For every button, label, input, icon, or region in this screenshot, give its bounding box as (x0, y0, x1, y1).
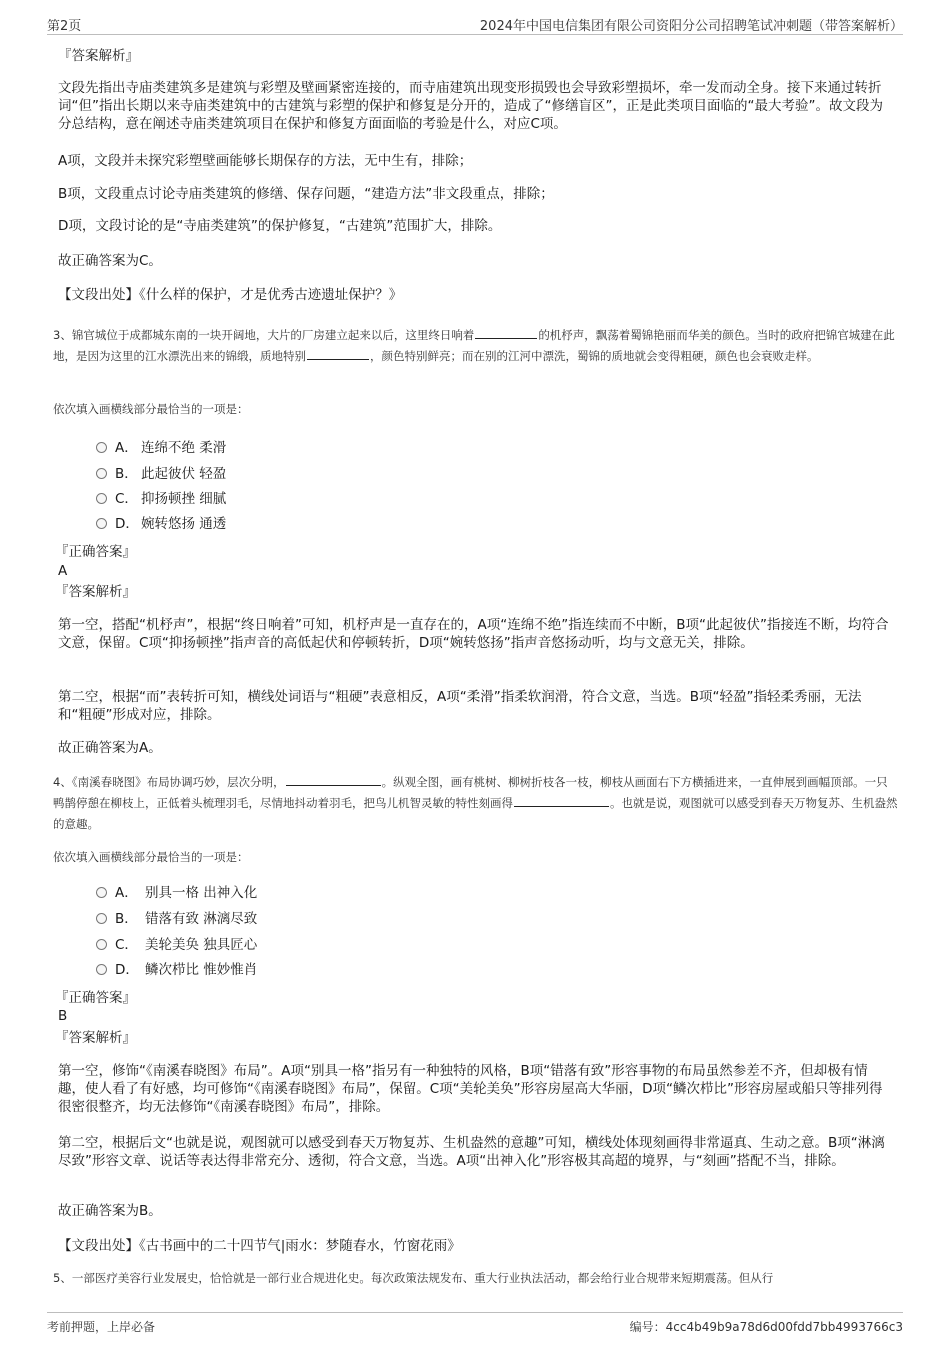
fill-blank (307, 347, 369, 360)
radio-button[interactable] (96, 518, 107, 529)
page-number: 第2页 (47, 19, 82, 34)
page-header (47, 14, 903, 35)
answer-conclusion: 故正确答案为B。 (58, 1203, 162, 1219)
question-4-prompt: 依次填入画横线部分最恰当的一项是： (53, 850, 249, 864)
correct-answer-label: 『正确答案』 (55, 544, 136, 560)
source-citation: 【文段出处】《什么样的保护，才是优秀古迹遗址保护？》 (58, 287, 403, 303)
correct-answer-label: 『正确答案』 (55, 990, 136, 1006)
analysis-paragraph: 第一空，搭配“机杼声”，根据“终日响着”可知，机杼声是一直存在的，A项“连绵不绝”指连续而不中断，B项“此起彼伏”指接连不断，均符合文意，保留。C项“抑扬顿挫”指声音的高低起伏和停顿转折，D项“婉转悠扬”指声音悠扬动听，均与文意无关，排除。 (58, 617, 889, 651)
analysis-option-a: A项，文段并未探究彩塑壁画能够长期保存的方法，无中生有，排除； (58, 153, 473, 169)
question-3-prompt: 依次填入画横线部分最恰当的一项是： (53, 402, 249, 416)
answer-conclusion: 故正确答案为A。 (58, 740, 162, 756)
analysis-label: 『答案解析』 (58, 48, 139, 64)
question-4-option-d[interactable]: D． 鳞次栉比 惟妙惟肖 (96, 961, 257, 979)
radio-button[interactable] (96, 442, 107, 453)
radio-button[interactable] (96, 939, 107, 950)
question-3-option-d[interactable]: D． 婉转悠扬 通透 (96, 515, 226, 533)
radio-button[interactable] (96, 913, 107, 924)
fill-blank (286, 773, 381, 786)
analysis-paragraph: 第一空，修饰“《南溪春晓图》布局”。A项“别具一格”指另有一种独特的风格，B项“错落有致”形容事物的布局虽然参差不齐，但却极有情趣，使人看了有好感，均可修饰“《南溪春晓图》布局”，保留。C项“美轮美奂”形容房屋高大华丽，D项“鳞次栉比”形容房屋或船只等排列得很密很整齐，均无法修饰“《南溪春晓图》布局”，排除。 (58, 1063, 883, 1115)
question-5-stem: 5、一部医疗美容行业发展史，恰恰就是一部行业合规进化史。每次政策法规发布、重大行业执法活动，都会给行业合规带来短期震荡。但从行 (53, 1271, 774, 1285)
question-4-stem: 4、《南溪春晓图》布局协调巧妙，层次分明， 。纵观全图，画有桃树、柳树折枝各一枝，柳枝从画面右下方横插进来，一直伸展到画幅顶部。一只鸭鹊停憩在柳枝上，正低着头梳理羽毛，尽情地抖动着羽毛，把鸟儿机智灵敏的特性刻画得 。也就是说，观图就可以感受到春天万物复苏、生机盎然的意趣。 (53, 775, 898, 831)
analysis-option-d: D项，文段讨论的是“寺庙类建筑”的保护修复，“古建筑”范围扩大，排除。 (58, 218, 502, 234)
correct-answer-value: B (58, 1008, 68, 1024)
fill-blank (475, 326, 537, 339)
page-footer (47, 1312, 903, 1337)
question-4-option-b[interactable]: B． 错落有致 淋漓尽致 (96, 910, 257, 928)
question-3-option-a[interactable]: A． 连绵不绝 柔滑 (96, 439, 226, 457)
radio-button[interactable] (96, 887, 107, 898)
source-citation: 【文段出处】《古书画中的二十四节气|雨水：梦随春水，竹窗花雨》 (58, 1238, 461, 1254)
answer-conclusion: 故正确答案为C。 (58, 253, 162, 269)
correct-answer-value: A (58, 563, 68, 579)
analysis-paragraph: 第二空，根据“而”表转折可知，横线处词语与“粗硬”表意相反，A项“柔滑”指柔软润滑，符合文意，当选。B项“轻盈”指轻柔秀丽，无法和“粗硬”形成对应，排除。 (58, 689, 862, 723)
analysis-label: 『答案解析』 (55, 584, 136, 600)
document-id: 编号：4cc4b49b9a78d6d00fdd7bb4993766c3 (629, 1320, 903, 1334)
question-3-stem: 3、锦官城位于成都城东南的一块开阔地，大片的厂房建立起来以后，这里终日响着 的机杼声，飘荡着蜀锦艳丽而华美的颜色。当时的政府把锦官城建在此地，是因为这里的江水漂洗出来的锦缎，质地特别 ，颜色特别鲜亮；而在别的江河中漂洗，蜀锦的质地就会变得粗硬，颜色也会衰败走样。 (53, 328, 895, 363)
radio-button[interactable] (96, 493, 107, 504)
analysis-paragraph: 第二空，根据后文“也就是说，观图就可以感受到春天万物复苏、生机盎然的意趣”可知，横线处体现刻画得非常逼真、生动之意。B项“淋漓尽致”形容文章、说话等表达得非常充分、透彻，符合文意，当选。A项“出神入化”形容极其高超的境界，与“刻画”搭配不当，排除。 (58, 1135, 885, 1169)
question-3-option-b[interactable]: B． 此起彼伏 轻盈 (96, 465, 226, 483)
question-3-option-c[interactable]: C． 抑扬顿挫 细腻 (96, 490, 226, 508)
fill-blank (514, 794, 609, 807)
question-4-option-a[interactable]: A． 别具一格 出神入化 (96, 884, 257, 902)
radio-button[interactable] (96, 468, 107, 479)
document-title: 2024年中国电信集团有限公司资阳分公司招聘笔试冲刺题（带答案解析） (479, 19, 903, 34)
analysis-paragraph: 文段先指出寺庙类建筑多是建筑与彩塑及壁画紧密连接的，而寺庙建筑出现变形损毁也会导致彩塑损坏，牵一发而动全身。接下来通过转折词“但”指出长期以来寺庙类建筑中的古建筑与彩塑的保护和修复是分开的，造成了“修缮盲区”，正是此类项目面临的“最大考验”。故文段为分总结构，意在阐述寺庙类建筑项目在保护和修复方面面临的考验是什么，对应C项。 (58, 80, 883, 132)
radio-button[interactable] (96, 964, 107, 975)
footer-slogan: 考前押题，上岸必备 (47, 1320, 156, 1334)
analysis-option-b: B项，文段重点讨论寺庙类建筑的修缮、保存问题，“建造方法”非文段重点，排除； (58, 186, 554, 202)
question-4-option-c[interactable]: C． 美轮美奂 独具匠心 (96, 936, 257, 954)
analysis-label: 『答案解析』 (55, 1030, 136, 1046)
